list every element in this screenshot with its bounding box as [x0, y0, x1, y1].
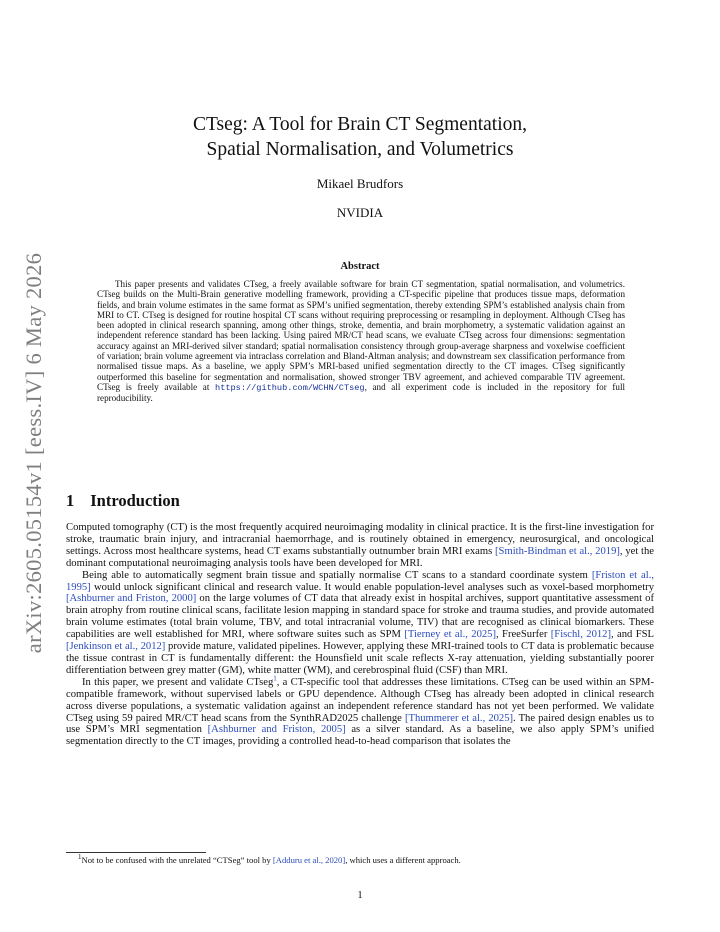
paragraph-text: Computed tomography (CT) is the most frequently acquired neuroimaging modality in clinical practice. It is the first-line investigation for stroke, traumatic brain injury, and intracranial haemorrhage, and is routinely obtained in emergency, neurosurgical, and oncological settings. Across most healthcare systems, head CT exams substantially outnumber brain MRI exams — [66, 522, 654, 557]
title-line-2: Spatial Normalisation, and Volumetrics — [206, 139, 514, 160]
paragraph-text: , FreeSurfer — [496, 629, 551, 641]
arxiv-stamp — [14, 252, 54, 654]
paragraph-text: In this paper, we present and validate CTseg — [82, 676, 274, 688]
section-title: Introduction — [90, 491, 180, 510]
footnote — [66, 855, 654, 865]
paper-title — [0, 112, 720, 162]
introduction-body — [66, 522, 654, 748]
paragraph-text: , and FSL — [610, 629, 655, 641]
paragraph-3 — [66, 674, 655, 748]
paragraph-text: . The paired design enables us to use SPM’s MRI segmentation — [66, 712, 654, 736]
author-affiliation: NVIDIA — [336, 205, 384, 220]
paragraph-2 — [66, 570, 654, 677]
footnote-marker[interactable]: 1 — [273, 674, 277, 683]
citation-link[interactable]: [Fischl, 2012] — [550, 629, 611, 641]
citation-link[interactable]: [Jenkinson et al., 2012] — [66, 641, 166, 653]
paragraph-text: on the large volumes of CT data that already exist in hospital archives, support quantitative assessment of brain atrophy from routine clinical scans, facilitate lesion mapping in standard space for stroke and trauma studies, and provide automated brain volume estimates (total brain volume, TBV, and total intracranial volume, TIV) that are recognised as clinical biomarkers. These capabilities are well established for MRI, where software suites such as SPM — [66, 593, 654, 641]
paragraph-text: as a silver standard. As a baseline, we also apply SPM’s unified segmentation directly to the CT images, providing a controlled head-to-head comparison that isolates the — [66, 724, 655, 748]
section-heading — [66, 491, 180, 511]
author-name: Mikael Brudfors — [316, 176, 404, 191]
paragraph-1 — [66, 522, 654, 570]
arxiv-identifier: arXiv:2605.05154v1 [eess.IV] 6 May 2026 — [21, 252, 47, 654]
citation-link[interactable]: [Adduru et al., 2020] — [272, 855, 346, 865]
citation-link[interactable]: [Ashburner and Friston, 2000] — [66, 593, 197, 605]
section-number: 1 — [66, 491, 75, 510]
footnote-divider — [66, 852, 206, 853]
paragraph-text: , a CT-specific tool that addresses these limitations. CTseg can be used within an SPM-compatible framework, without supervised labels or GPU dependence. Although CTseg has already been adopted in clinical research across diverse populations, a systematic validation against an independent reference standard has not yet been performed. We validate CTseg using 59 paired MR/CT head scans from the SynthRAD2025 challenge — [66, 676, 655, 724]
abstract-heading: Abstract — [340, 261, 380, 272]
citation-link[interactable]: [Ashburner and Friston, 2005] — [207, 724, 346, 736]
footnote-text-end: , which uses a different approach. — [345, 855, 461, 865]
paragraph-text: Being able to automatically segment brain tissue and spatially normalise CT scans to a standard coordinate system — [82, 569, 592, 581]
citation-link[interactable]: [Friston et al., 1995] — [66, 569, 655, 593]
footnote-text: Not to be confused with the unrelated “CTSeg” tool by — [81, 855, 273, 865]
paragraph-text: would unlock significant clinical and research value. It would enable population-level analyses such as voxel-based morphometry — [90, 581, 654, 593]
citation-link[interactable]: [Tierney et al., 2025] — [404, 629, 496, 641]
page-number: 1 — [357, 890, 363, 901]
footnote-number: 1 — [78, 853, 82, 862]
paragraph-text: provide mature, validated pipelines. However, applying these MRI-trained tools to CT data is problematic because the tissue contrast in CT is fundamentally different: the Hounsfield unit scale reflects X-ray attenuation, yielding substantially poorer differentiation between grey matter (GM), white matter (WM), and cerebrospinal fluid (CSF) than MRI. — [66, 641, 654, 676]
github-link[interactable]: https://github.com/WCHN/CTseg — [215, 382, 365, 393]
abstract-text-end: , and all experiment code is included in the repository for full reproducibility. — [97, 381, 625, 404]
citation-link[interactable]: [Thummerer et al., 2025] — [404, 712, 514, 724]
abstract-body — [97, 279, 625, 404]
paragraph-text: , yet the dominant computational neuroimaging analysis tools have been developed for MRI. — [66, 545, 654, 569]
title-line-1: CTseg: A Tool for Brain CT Segmentation, — [193, 114, 527, 135]
abstract-text: This paper presents and validates CTseg, a freely available software for brain CT segmentation, spatial normalisation, and volumetrics. CTseg builds on the Multi-Brain generative modelling framework, providing a CT-specific pipeline that produces tissue maps, deformation fields, and brain volume estimates in the same format as SPM’s unified segmentation, thereby extending SPM’s established analysis chain from MRI to CT. CTseg is designed for routine hospital CT scans without requiring preprocessing or resampling in deployment. Although CTseg has been adopted in clinical research spanning, among other things, stroke, dementia, and brain morphometry, a systematic validation against an independent reference standard has been lacking. Using paired MR/CT head scans, we evaluate CTseg across four dimensions: segmentation accuracy against an MRI-derived silver standard; spatial normalisation consistency through group-average sharpness and voxelwise coefficient of variation; brain volume agreement via intraclass correlation and Bland-Altman analysis; and downstream sex classification performance from normalised tissue maps. As a baseline, we apply SPM’s MRI-based unified segmentation directly to the CT images. CTseg significantly outperformed this baseline for segmentation and normalisation, showed stronger TBV agreement, and achieved comparable TIV agreement. CTseg is freely available at — [97, 279, 625, 392]
citation-link[interactable]: [Smith-Bindman et al., 2019] — [495, 545, 620, 557]
